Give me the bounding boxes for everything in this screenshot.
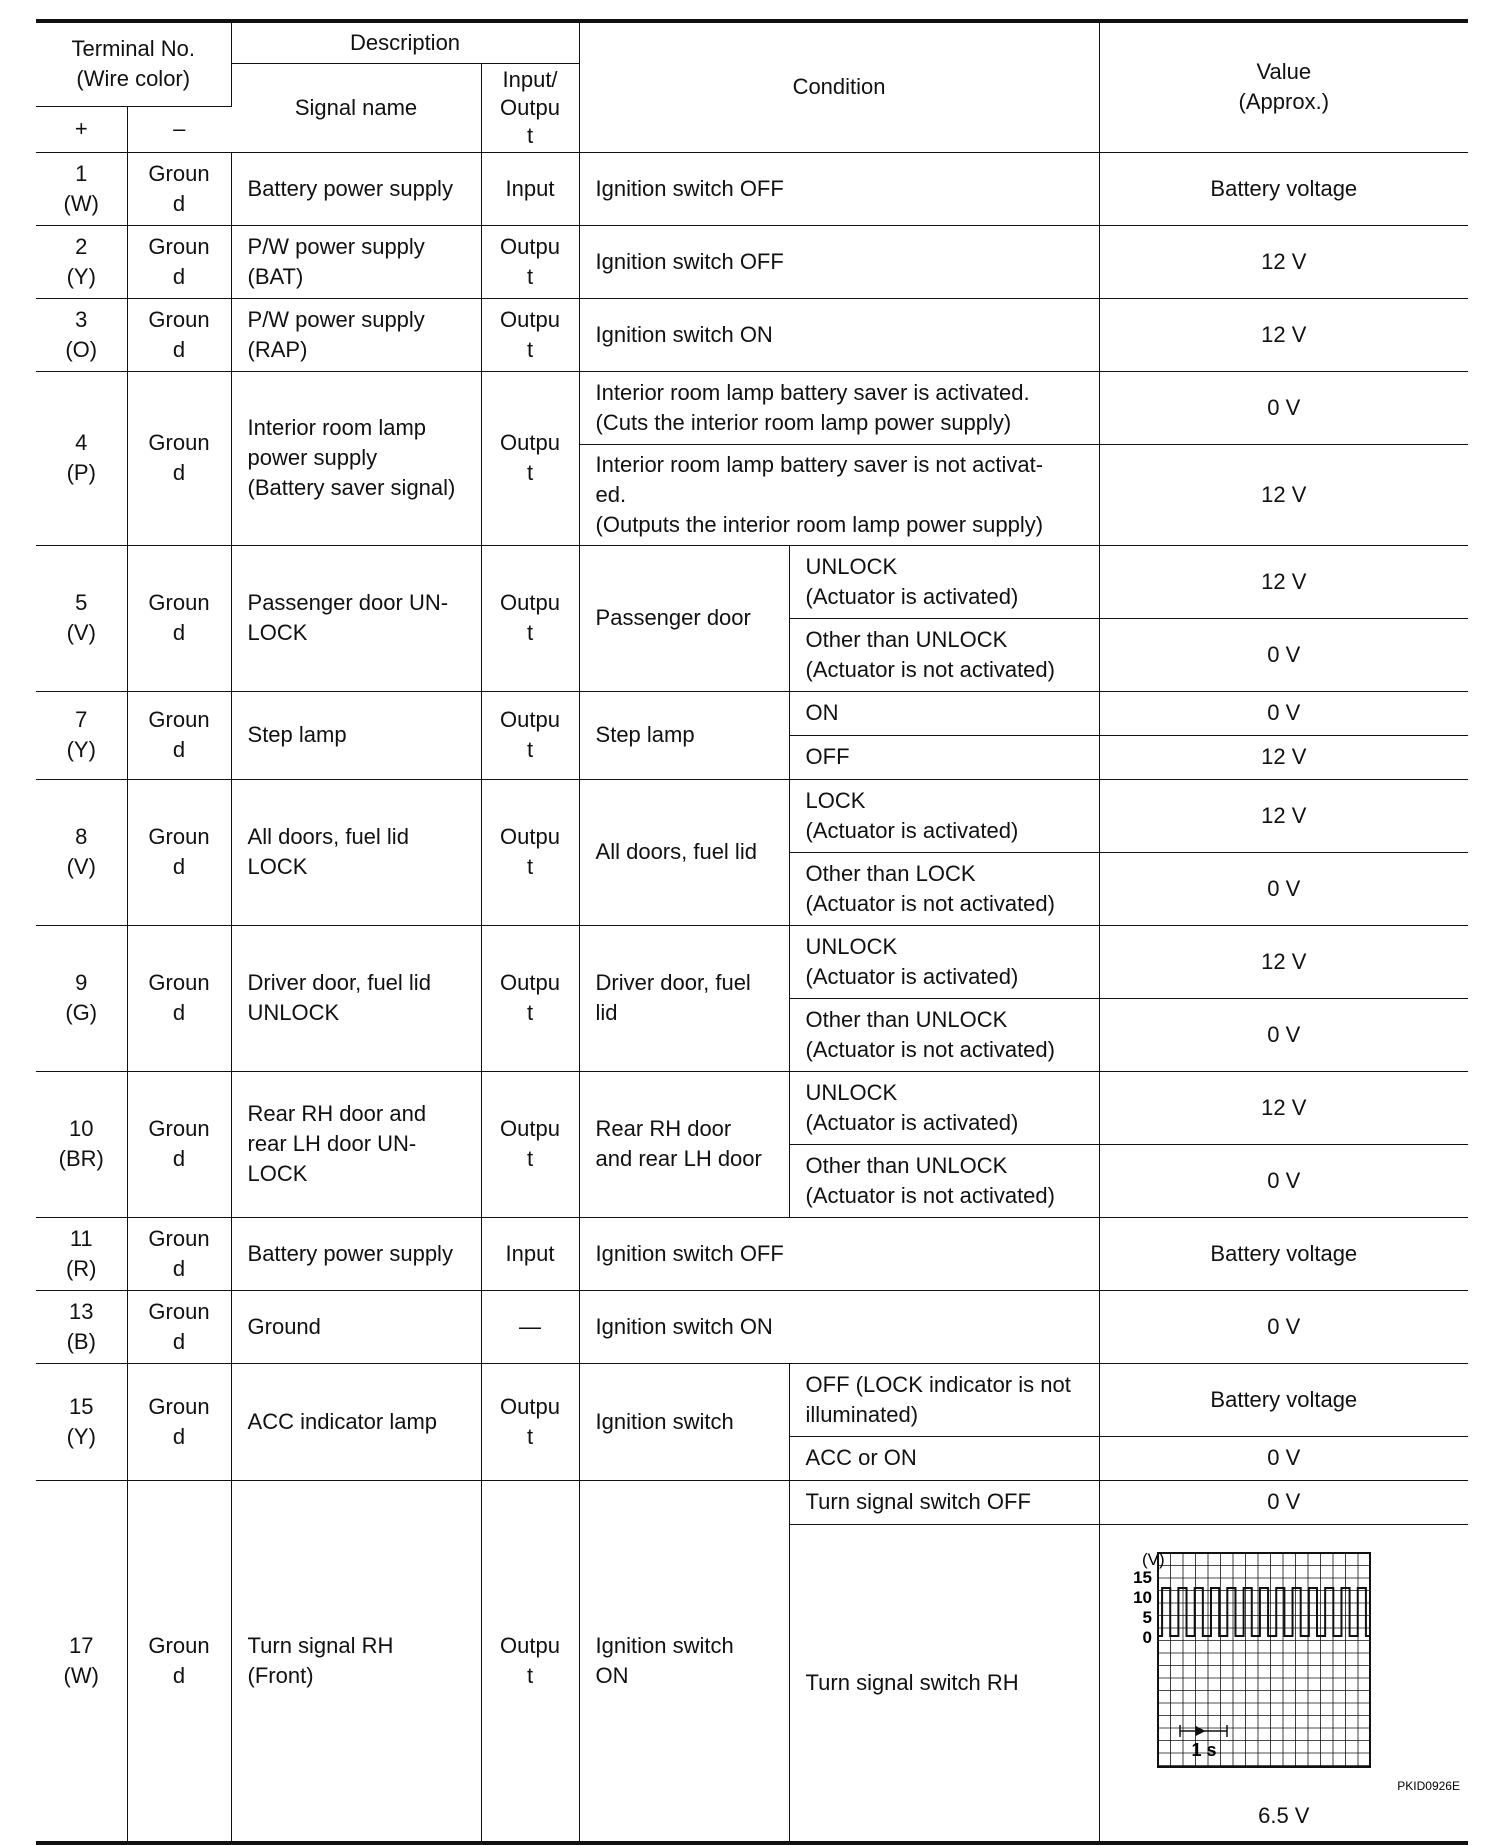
value-cell: 0 V	[1099, 1290, 1468, 1363]
value-cell: Battery voltage	[1099, 152, 1468, 225]
condition-cell: Ignition switch OFF	[579, 152, 1099, 225]
table-row	[36, 1071, 1468, 1144]
value-cell: Battery voltage	[1099, 1217, 1468, 1290]
io-cell: —	[481, 1290, 579, 1363]
terminal-cell: 7 (Y)	[36, 691, 127, 779]
table-row	[36, 545, 1468, 618]
oscilloscope-figure	[1100, 1531, 1469, 1801]
sub-condition-cell: UNLOCK (Actuator is activated)	[789, 925, 1099, 998]
value-cell: 12 V	[1099, 1071, 1468, 1144]
y-unit-label: (V)	[1141, 1549, 1165, 1569]
signal-name-cell: ACC indicator lamp	[231, 1363, 481, 1480]
scope-wave	[1158, 1588, 1370, 1636]
y-tick-0: 0	[1142, 1627, 1152, 1647]
io-cell: Input	[481, 152, 579, 225]
sub-condition-cell: ACC or ON	[789, 1436, 1099, 1480]
ground-cell: Ground	[127, 691, 231, 779]
signal-name-cell: Rear RH door and rear LH door UN-LOCK	[231, 1071, 481, 1217]
signal-name-cell: Ground	[231, 1290, 481, 1363]
table-row	[36, 1217, 1468, 1290]
io-cell: Output	[481, 925, 579, 1071]
signal-name-cell: P/W power supply (BAT)	[231, 225, 481, 298]
sub-condition-cell: Other than UNLOCK (Actuator is not activated)	[789, 998, 1099, 1071]
table-row	[36, 371, 1468, 444]
value-cell	[1099, 1524, 1468, 1843]
sub-condition-cell: Turn signal switch RH	[789, 1524, 1099, 1843]
terminal-cell: 3 (O)	[36, 298, 127, 371]
io-cell: Output	[481, 779, 579, 925]
header-signal-name: Signal name	[231, 63, 481, 152]
ground-cell: Ground	[127, 779, 231, 925]
time-marker	[1180, 1725, 1227, 1737]
signal-name-cell: Battery power supply	[231, 152, 481, 225]
condition-cell: Interior room lamp battery saver is activated. (Cuts the interior room lamp power supply)	[579, 371, 1099, 444]
scope-frame	[1158, 1553, 1370, 1767]
io-cell: Output	[481, 545, 579, 691]
y-tick-5: 5	[1142, 1607, 1152, 1627]
sub-condition-cell: OFF	[789, 735, 1099, 779]
value-cell: Battery voltage	[1099, 1363, 1468, 1436]
terminal-cell: 4 (P)	[36, 371, 127, 545]
terminal-cell: 1 (W)	[36, 152, 127, 225]
io-cell: Output	[481, 225, 579, 298]
value-cell: 12 V	[1099, 298, 1468, 371]
value-cell: 0 V	[1099, 1480, 1468, 1524]
terminal-cell: 8 (V)	[36, 779, 127, 925]
terminal-cell: 5 (V)	[36, 545, 127, 691]
value-cell: 12 V	[1099, 925, 1468, 998]
y-tick-10: 10	[1132, 1587, 1152, 1607]
table-row	[36, 1480, 1468, 1524]
sub-condition-cell: Turn signal switch OFF	[789, 1480, 1099, 1524]
table-row	[36, 1363, 1468, 1436]
ground-cell: Ground	[127, 298, 231, 371]
ground-cell: Ground	[127, 1217, 231, 1290]
condition-cell: Interior room lamp battery saver is not activat- ed. (Outputs the interior room lamp power supply)	[579, 444, 1099, 545]
condition-cell: Driver door, fuel lid	[579, 925, 789, 1071]
table-row	[36, 925, 1468, 998]
terminal-cell: 13 (B)	[36, 1290, 127, 1363]
ground-cell: Ground	[127, 925, 231, 1071]
ground-cell: Ground	[127, 152, 231, 225]
terminal-cell: 2 (Y)	[36, 225, 127, 298]
sub-condition-cell: Other than UNLOCK (Actuator is not activated)	[789, 618, 1099, 691]
value-cell: 0 V	[1099, 618, 1468, 691]
value-cell: 0 V	[1099, 852, 1468, 925]
sub-condition-cell: OFF (LOCK indicator is not illuminated)	[789, 1363, 1099, 1436]
ground-cell: Ground	[127, 225, 231, 298]
io-cell: Output	[481, 1480, 579, 1843]
io-cell: Output	[481, 298, 579, 371]
y-tick-15: 15	[1132, 1567, 1152, 1587]
signal-name-cell: Step lamp	[231, 691, 481, 779]
table-row	[36, 779, 1468, 852]
table-row	[36, 225, 1468, 298]
sub-condition-cell: ON	[789, 691, 1099, 735]
ground-cell: Ground	[127, 1363, 231, 1480]
ground-cell: Ground	[127, 1480, 231, 1843]
scope-grid	[1158, 1553, 1370, 1767]
ground-cell: Ground	[127, 545, 231, 691]
condition-cell: Step lamp	[579, 691, 789, 779]
condition-cell: Ignition switch ON	[579, 1480, 789, 1843]
condition-cell: Ignition switch ON	[579, 298, 1099, 371]
header-terminal-no: Terminal No. (Wire color)	[36, 21, 231, 106]
io-cell: Input	[481, 1217, 579, 1290]
value-cell: 0 V	[1099, 371, 1468, 444]
table-row	[36, 298, 1468, 371]
sub-condition-cell: UNLOCK (Actuator is activated)	[789, 1071, 1099, 1144]
condition-cell: Ignition switch OFF	[579, 225, 1099, 298]
square-wave-series	[1158, 1588, 1370, 1636]
condition-cell: Ignition switch ON	[579, 1290, 1099, 1363]
value-cell: 0 V	[1099, 1436, 1468, 1480]
io-cell: Output	[481, 1363, 579, 1480]
sub-condition-cell: UNLOCK (Actuator is activated)	[789, 545, 1099, 618]
ground-cell: Ground	[127, 1290, 231, 1363]
header-condition: Condition	[579, 21, 1099, 152]
condition-cell: Rear RH door and rear LH door	[579, 1071, 789, 1217]
value-cell: 12 V	[1099, 545, 1468, 618]
header-value: Value (Approx.)	[1099, 21, 1468, 152]
condition-cell: All doors, fuel lid	[579, 779, 789, 925]
terminal-cell: 15 (Y)	[36, 1363, 127, 1480]
terminal-spec-sheet	[36, 19, 1468, 1845]
signal-name-cell: Interior room lamp power supply (Battery saver signal)	[231, 371, 481, 545]
ground-cell: Ground	[127, 1071, 231, 1217]
value-cell: 12 V	[1099, 444, 1468, 545]
io-cell: Output	[481, 1071, 579, 1217]
signal-name-cell: P/W power supply (RAP)	[231, 298, 481, 371]
terminal-cell: 10 (BR)	[36, 1071, 127, 1217]
io-cell: Output	[481, 691, 579, 779]
value-cell: 12 V	[1099, 225, 1468, 298]
terminal-cell: 17 (W)	[36, 1480, 127, 1843]
sub-condition-cell: Other than LOCK (Actuator is not activated)	[789, 852, 1099, 925]
value-cell: 12 V	[1099, 735, 1468, 779]
terminal-cell: 11 (R)	[36, 1217, 127, 1290]
value-cell-text: 6.5 V	[1258, 1802, 1310, 1828]
signal-name-cell: All doors, fuel lid LOCK	[231, 779, 481, 925]
time-scale-label: 1 s	[1191, 1739, 1217, 1760]
value-cell: 0 V	[1099, 1144, 1468, 1217]
condition-cell: Passenger door	[579, 545, 789, 691]
value-cell: 0 V	[1099, 998, 1468, 1071]
signal-name-cell: Battery power supply	[231, 1217, 481, 1290]
header-description: Description	[231, 21, 579, 63]
waveform-chart	[1100, 1531, 1469, 1801]
table-row	[36, 691, 1468, 735]
terminal-cell: 9 (G)	[36, 925, 127, 1071]
io-cell: Output	[481, 371, 579, 545]
figure-id-label: PKID0926E	[1396, 1778, 1460, 1793]
header-plus: +	[36, 106, 127, 152]
value-cell: 12 V	[1099, 779, 1468, 852]
sub-condition-cell: LOCK (Actuator is activated)	[789, 779, 1099, 852]
table-row	[36, 152, 1468, 225]
signal-name-cell: Passenger door UN-LOCK	[231, 545, 481, 691]
header-minus: –	[127, 106, 231, 152]
terminal-spec-table	[36, 19, 1468, 1845]
table-row	[36, 1290, 1468, 1363]
condition-cell: Ignition switch OFF	[579, 1217, 1099, 1290]
signal-name-cell: Turn signal RH (Front)	[231, 1480, 481, 1843]
signal-name-cell: Driver door, fuel lid UNLOCK	[231, 925, 481, 1071]
value-cell: 0 V	[1099, 691, 1468, 735]
condition-cell: Ignition switch	[579, 1363, 789, 1480]
ground-cell: Ground	[127, 371, 231, 545]
sub-condition-cell: Other than UNLOCK (Actuator is not activated)	[789, 1144, 1099, 1217]
header-input-output: Input/ Output	[481, 63, 579, 152]
